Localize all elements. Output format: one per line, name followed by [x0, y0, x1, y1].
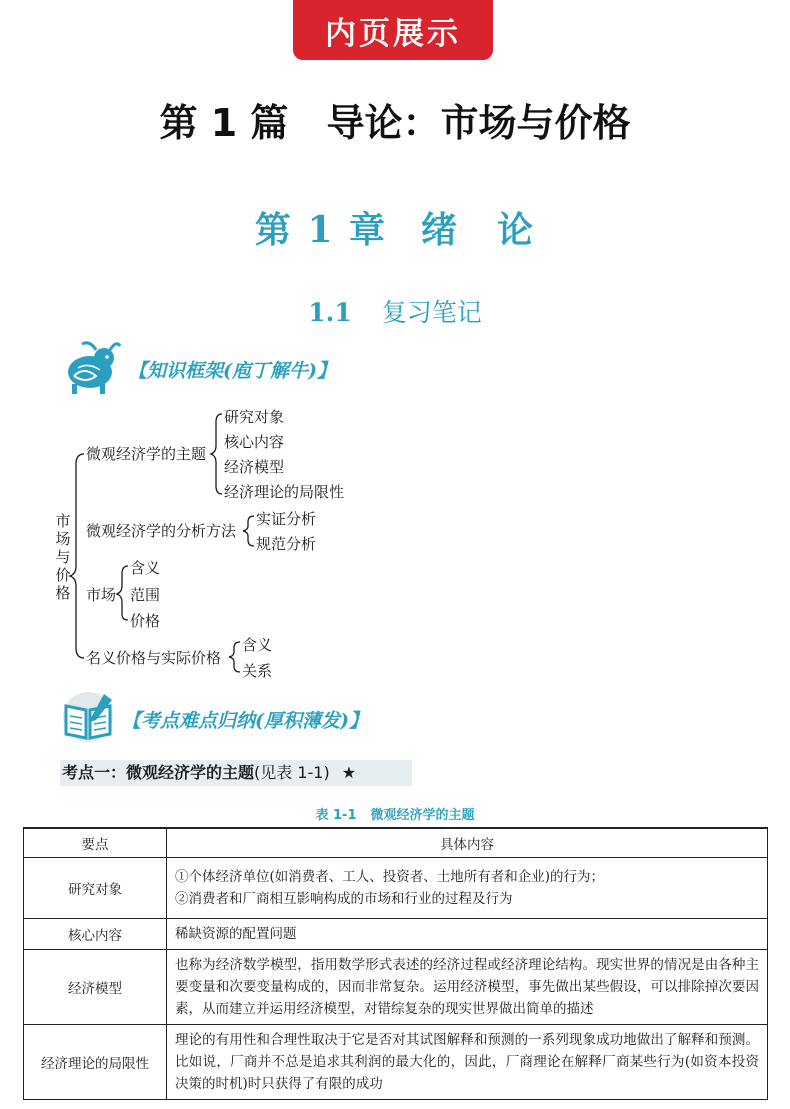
framework-heading-row	[60, 338, 336, 400]
table-header-cell: 要点	[24, 828, 167, 858]
table-caption	[0, 804, 790, 823]
part-label: 第 1 篇	[159, 101, 289, 145]
tree-branch-4: 名义价格与实际价格	[86, 649, 222, 667]
chapter-label: 第 1 章	[254, 209, 388, 251]
part-title	[0, 92, 790, 147]
tree-leaf: 含义	[130, 559, 161, 577]
table-value-cell: 也称为经济数学模型，指用数学形式表述的经济过程或经济理论结构。现实世界的情况是由各种主要变量和次要变量构成的，因而非常复杂。运用经济模型，事先做出某些假设，可以排除掉次要因素，从而建立并运用经济模型，对错综复杂的现实世界做出简单的描述	[167, 950, 768, 1025]
keypoint-title-ref: (见表 1-1)	[254, 763, 330, 782]
table-caption-label: 表 1-1	[315, 808, 357, 823]
part-name: 导论：市场与价格	[326, 101, 631, 145]
tree-branch-2: 微观经济学的分析方法	[86, 522, 237, 540]
tree-branch-3: 市场	[86, 586, 117, 604]
tree-root: 市 场 与 价 格	[55, 512, 71, 602]
book-icon	[60, 690, 116, 748]
table-row	[24, 919, 768, 950]
tree-leaf: 含义	[242, 636, 273, 654]
table-value-cell: ①个体经济单位(如消费者、工人、投资者、土地所有者和企业)的行为； ②消费者和厂商相互影响构成的市场和行业的过程及行为	[167, 858, 768, 919]
chapter-name: 绪 论	[421, 209, 536, 251]
table-key-cell: 经济模型	[24, 950, 167, 1025]
table-row	[24, 858, 768, 919]
keypoint-title	[60, 760, 412, 786]
table-key-cell: 研究对象	[24, 858, 167, 919]
tree-branch-1: 微观经济学的主题	[86, 445, 207, 463]
tree-leaf: 经济理论的局限性	[224, 483, 345, 501]
ox-icon	[60, 338, 122, 400]
keypoint-title-bold: 考点一：微观经济学的主题	[62, 763, 255, 782]
section-title	[0, 293, 790, 329]
framework-heading: 【知识框架(庖丁解牛)】	[128, 359, 336, 382]
star-icon: ★	[341, 763, 357, 782]
table-value-cell: 理论的有用性和合理性取决于它是否对其试图解释和预测的一系列现象成功地做出了解释和预测。比如说，厂商并不总是追求其利润的最大化的，因此，厂商理论在解释厂商某些行为(如资本投资决策的时机)时只获得了有限的成功	[167, 1025, 768, 1100]
table-row	[24, 1025, 768, 1100]
table-row	[24, 950, 768, 1025]
tree-leaf: 价格	[130, 612, 161, 630]
tree-leaf: 核心内容	[224, 433, 285, 451]
table-key-cell: 经济理论的局限性	[24, 1025, 167, 1100]
table-header-cell: 具体内容	[167, 828, 768, 858]
table-caption-title: 微观经济学的主题	[370, 808, 475, 823]
page-banner: 内页展示	[293, 0, 493, 60]
table-key-cell: 核心内容	[24, 919, 167, 950]
tree-leaf: 实证分析	[256, 510, 317, 528]
tree-leaf: 规范分析	[256, 535, 317, 553]
section-name: 复习笔记	[381, 298, 482, 327]
table-value-cell: 稀缺资源的配置问题	[167, 919, 768, 950]
tree-leaf: 经济模型	[224, 458, 285, 476]
keypoints-heading-row	[60, 690, 368, 748]
tree-leaf: 研究对象	[224, 408, 285, 426]
section-number: 1.1	[308, 298, 352, 327]
topics-table	[23, 827, 768, 1100]
tree-leaf: 关系	[242, 662, 273, 680]
keypoints-heading: 【考点难点归纳(厚积薄发)】	[122, 709, 368, 732]
tree-leaf: 范围	[130, 586, 161, 604]
table-header-row	[24, 828, 768, 858]
chapter-title	[0, 202, 790, 253]
